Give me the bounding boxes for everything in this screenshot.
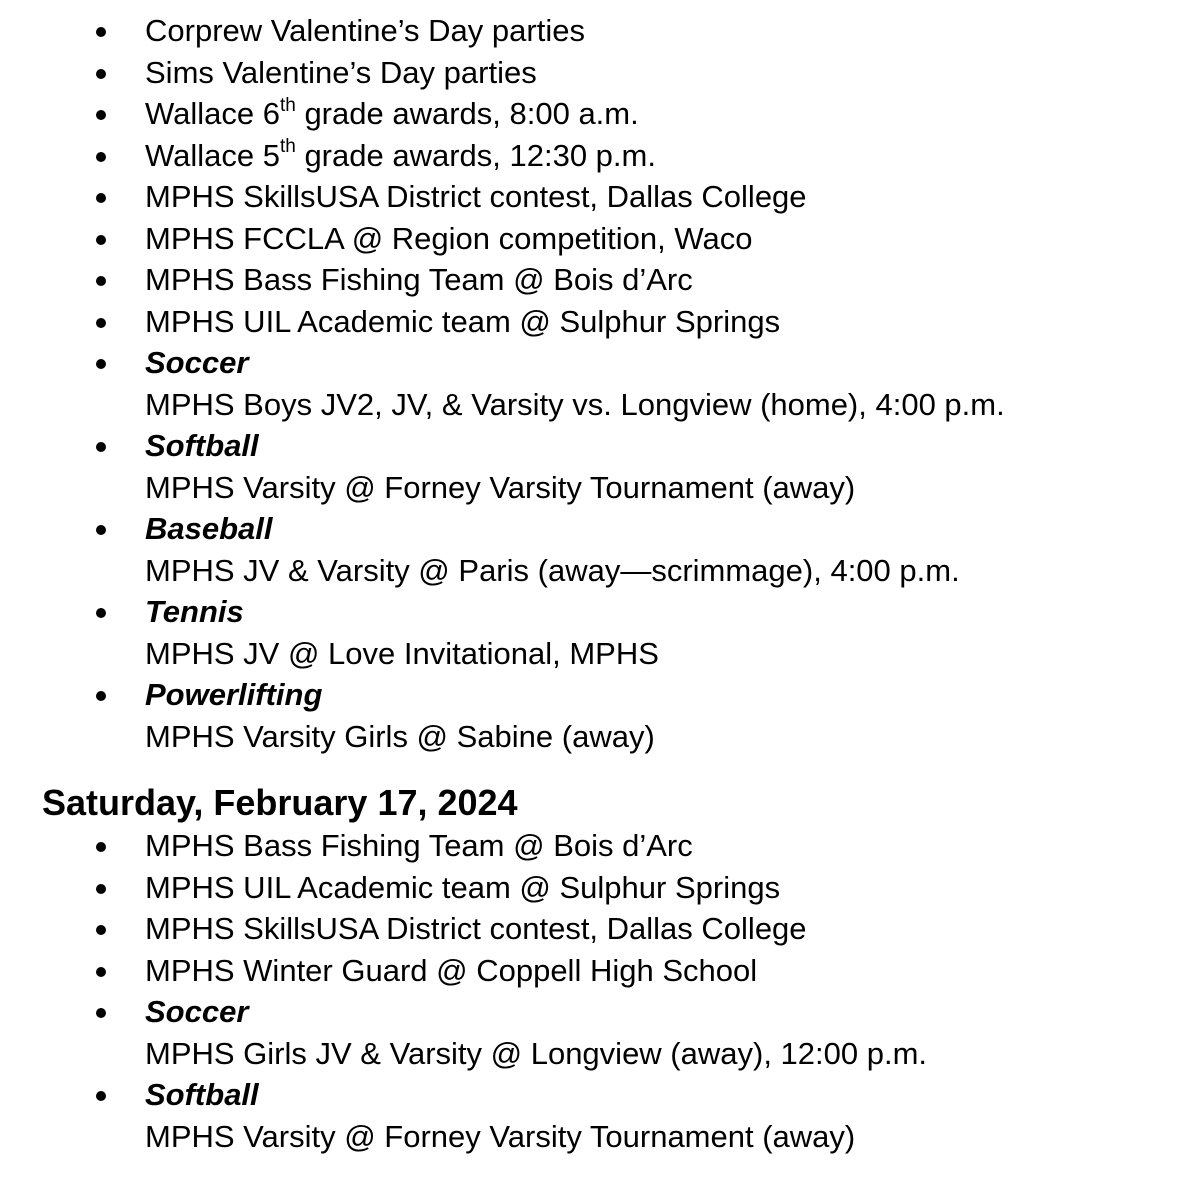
sport-item [0,991,1185,1074]
list-item [0,10,1185,52]
bullet-icon [96,152,106,162]
event-text: MPHS Bass Fishing Team @ Bois d’Arc [145,262,693,297]
bullet-icon [96,318,106,328]
ordinal-suffix: th [279,94,296,116]
sport-detail: MPHS Boys JV2, JV, & Varsity vs. Longview (home), 4:00 p.m. [145,386,1005,422]
bullet-icon [96,884,106,894]
list-item [0,93,1185,135]
sport-detail: MPHS Varsity Girls @ Sabine (away) [145,718,655,754]
sport-heading: Softball [145,1077,259,1112]
event-text: MPHS UIL Academic team @ Sulphur Springs [145,869,781,905]
sport-heading: Softball [145,428,259,463]
list-item [0,52,1185,94]
sport-detail: MPHS Varsity @ Forney Varsity Tournament (away) [145,469,856,505]
sport-item [0,342,1185,425]
list-item [0,867,1185,909]
bullet-icon [96,691,106,701]
bullet-icon [96,193,106,203]
list-item [0,259,1185,301]
bullet-icon [96,1008,106,1018]
sport-detail: MPHS Girls JV & Varsity @ Longview (away), 12:00 p.m. [145,1035,928,1071]
sport-item [0,591,1185,674]
ordinal-suffix: th [279,136,296,158]
event-text: MPHS Winter Guard @ Coppell High School [145,952,758,988]
event-text: MPHS FCCLA @ Region competition, Waco [145,220,753,256]
list-item [0,135,1185,177]
bullet-icon [96,442,106,452]
event-text: Wallace 6 [145,96,280,131]
bullet-icon [96,276,106,286]
sport-item [0,508,1185,591]
bullet-icon [96,608,106,618]
events-list-friday [0,10,1185,757]
event-text: MPHS SkillsUSA District contest, Dallas College [145,911,807,946]
list-item [0,218,1185,260]
event-text: Sims Valentine’s Day parties [145,54,537,90]
bullet-icon [96,1091,106,1101]
events-list-saturday [0,825,1185,1157]
event-text: Wallace 5 [145,137,280,173]
bullet-icon [96,359,106,369]
event-text: MPHS Bass Fishing Team @ Bois d’Arc [145,828,693,863]
list-item [0,950,1185,992]
sport-heading: Powerlifting [145,677,323,712]
bullet-icon [96,110,106,120]
event-text: MPHS UIL Academic team @ Sulphur Springs [145,303,781,339]
list-item [0,176,1185,218]
sport-detail: MPHS JV & Varsity @ Paris (away—scrimmage), 4:00 p.m. [145,552,960,588]
bullet-icon [96,842,106,852]
list-item [0,908,1185,950]
date-heading: Saturday, February 17, 2024 [42,782,518,823]
sport-detail: MPHS Varsity @ Forney Varsity Tournament (away) [145,1118,856,1154]
sport-detail: MPHS JV @ Love Invitational, MPHS [145,635,659,671]
sport-item [0,1074,1185,1157]
event-text-continued: grade awards, 8:00 a.m. [295,96,639,131]
sport-item [0,674,1185,757]
bullet-icon [96,525,106,535]
event-text-continued: grade awards, 12:30 p.m. [295,137,656,173]
list-item [0,825,1185,867]
event-text: MPHS SkillsUSA District contest, Dallas College [145,179,807,214]
bullet-icon [96,235,106,245]
schedule-document [0,10,1185,1157]
bullet-icon [96,967,106,977]
sport-heading: Soccer [145,994,249,1029]
sport-heading: Tennis [145,594,244,629]
bullet-icon [96,69,106,79]
list-item [0,301,1185,343]
sport-heading: Soccer [145,345,249,380]
event-text: Corprew Valentine’s Day parties [145,13,585,48]
sport-heading: Baseball [145,511,273,546]
sport-item [0,425,1185,508]
bullet-icon [96,27,106,37]
bullet-icon [96,925,106,935]
